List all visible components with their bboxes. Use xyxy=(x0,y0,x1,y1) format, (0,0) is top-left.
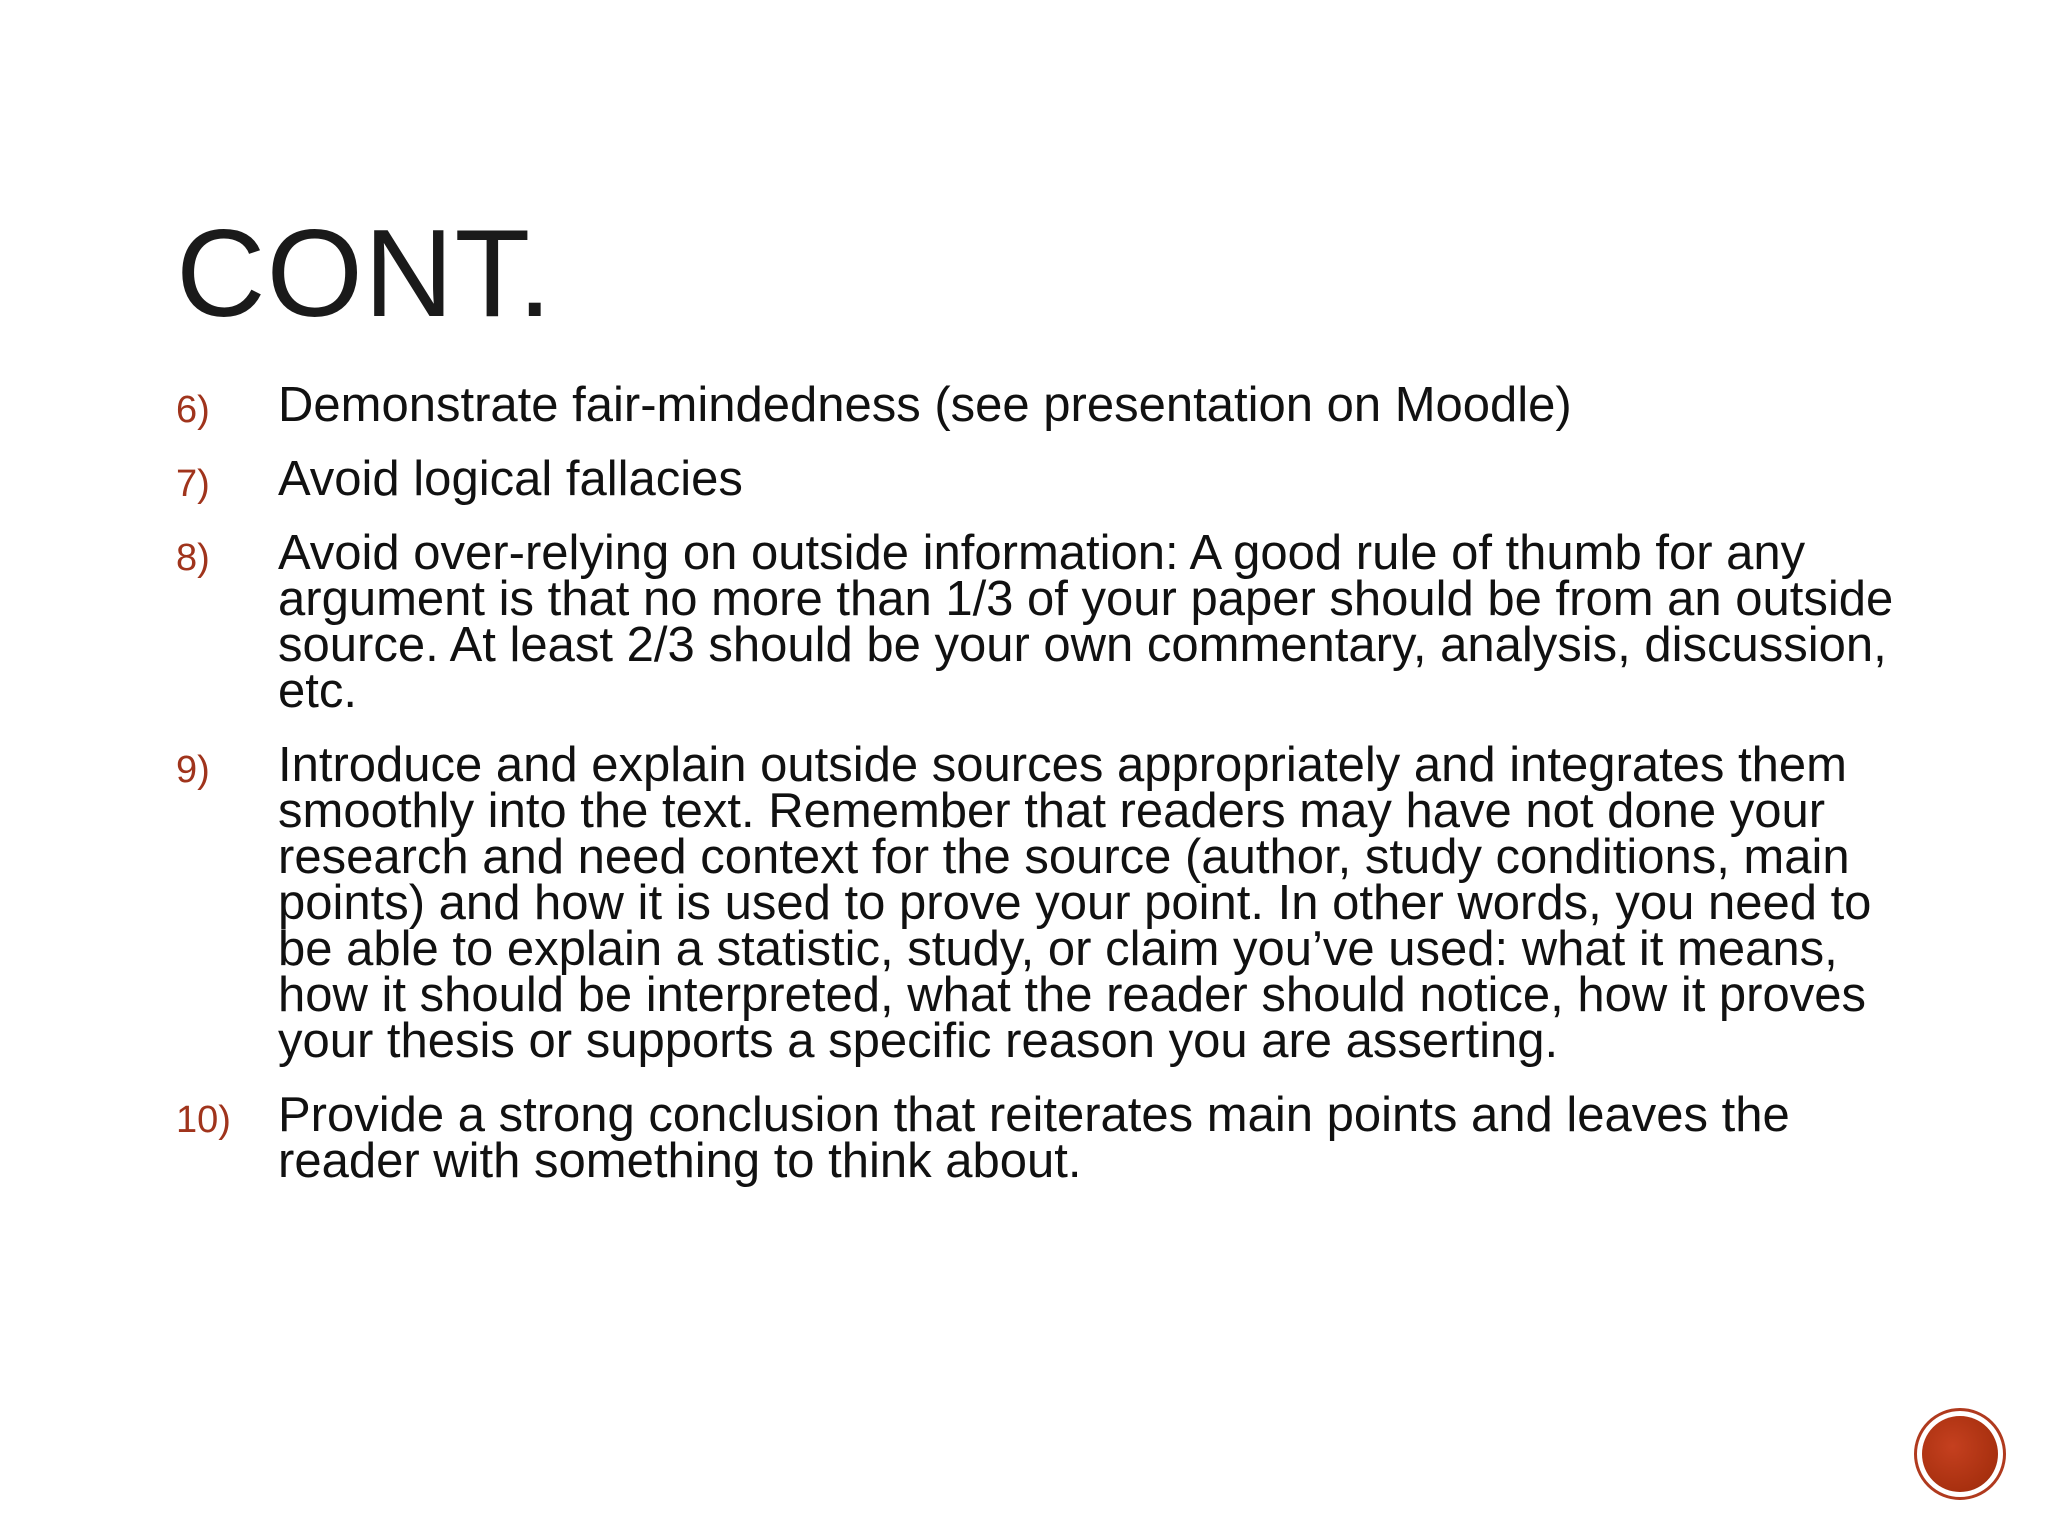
slide-title: CONT. xyxy=(176,205,553,343)
list-item-text: Avoid logical fallacies xyxy=(278,452,743,506)
list-item xyxy=(176,452,1896,506)
list-item-text: Introduce and explain outside sources appropriately and integrates them smoothly into the text. Remember that readers may have not done your research and need context for the source (author, study conditions, main points) and how it is used to prove your point. In other words, you need to be able to explain a statistic, study, or claim you’ve used: what it means, how it should be interpreted, what the reader should notice, how it proves your thesis or supports a specific reason you are asserting. xyxy=(278,738,1872,1068)
list-item xyxy=(176,1088,1896,1188)
slide-corner-circle-icon xyxy=(1914,1408,2006,1500)
list-item xyxy=(176,526,1896,718)
list-item-number: 7) xyxy=(176,463,210,505)
list-item-number: 10) xyxy=(176,1099,231,1141)
list-item xyxy=(176,738,1896,1068)
list-item xyxy=(176,378,1896,432)
list-item-text: Provide a strong conclusion that reiterates main points and leaves the reader with something to think about. xyxy=(278,1088,1790,1188)
list-item-number: 8) xyxy=(176,537,210,579)
list-item-text: Avoid over-relying on outside information: A good rule of thumb for any argument is that no more than 1/3 of your paper should be from an outside source. At least 2/3 should be your own commentary, analysis, discussion, etc. xyxy=(278,526,1894,718)
numbered-list xyxy=(176,378,1896,1212)
list-item-text: Demonstrate fair-mindedness (see presentation on Moodle) xyxy=(278,378,1572,432)
list-item-number: 9) xyxy=(176,749,210,791)
circle-fill xyxy=(1922,1416,1998,1492)
list-item-number: 6) xyxy=(176,389,210,431)
